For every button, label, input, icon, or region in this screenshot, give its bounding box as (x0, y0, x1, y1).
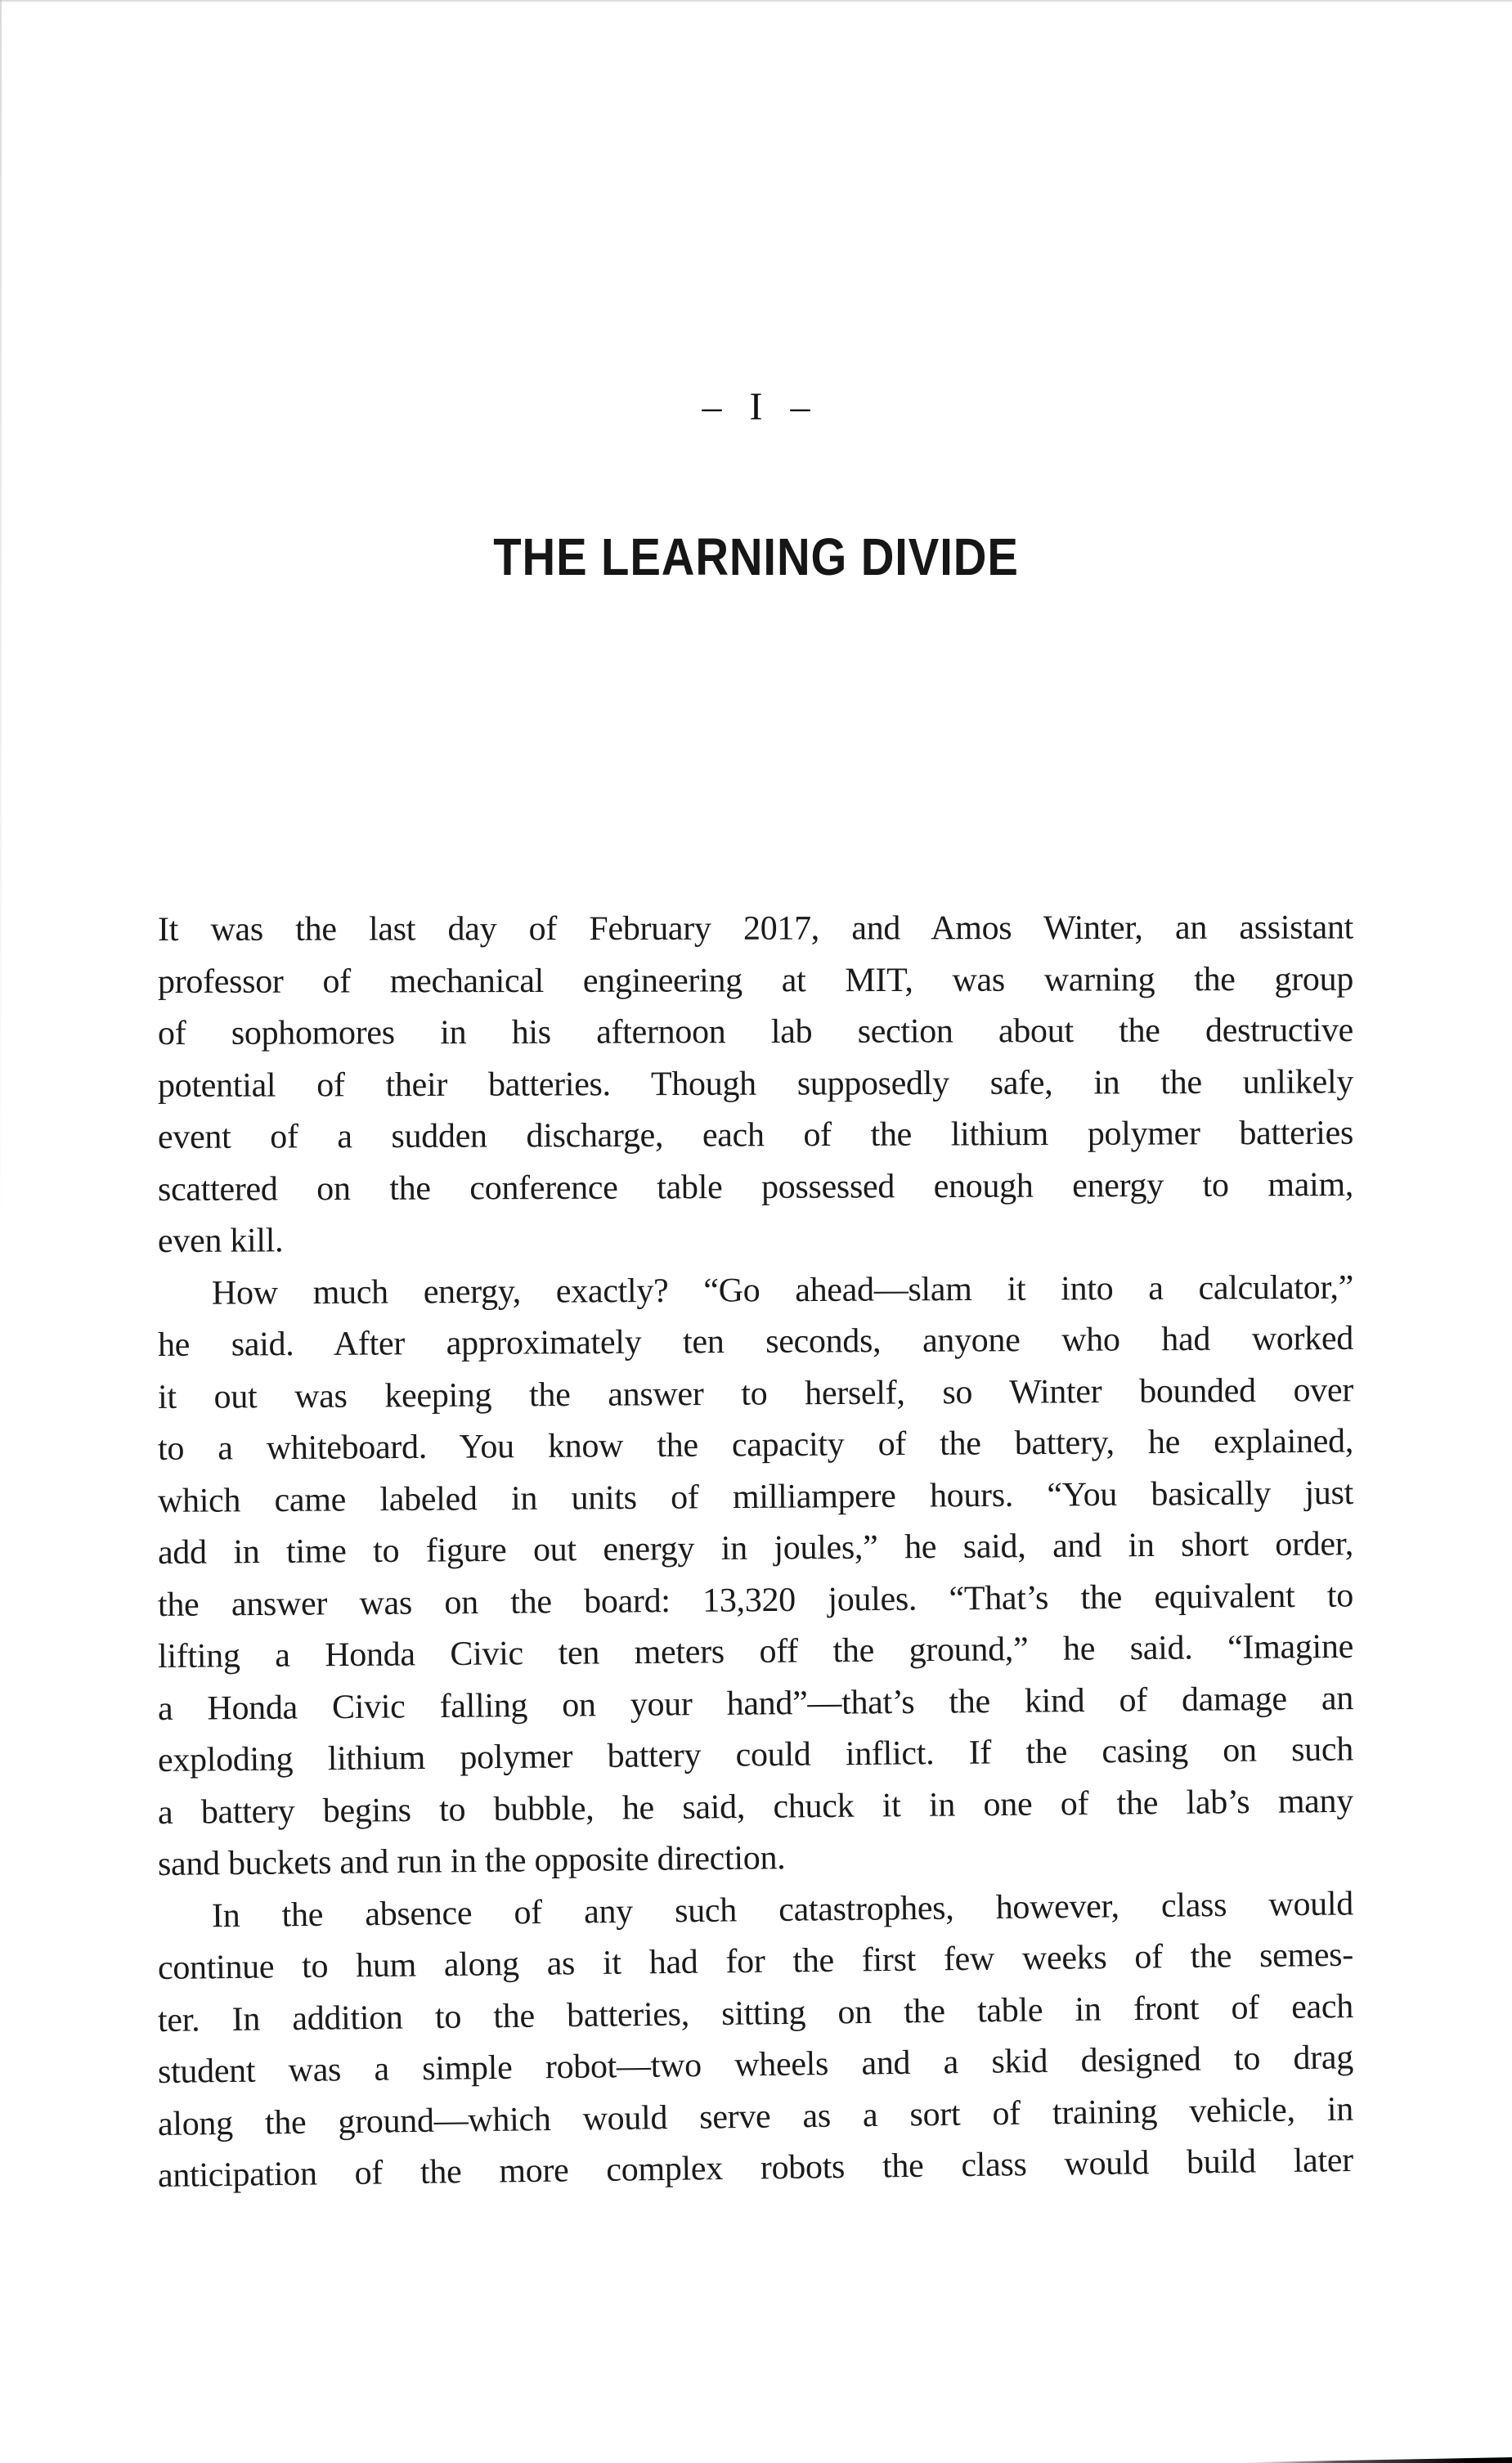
text-line: It was the last day of February 2017, and Amos Winter, an assistant (157, 908, 1354, 949)
text-line: exploding lithium polymer battery could inflict. If the casing on such (157, 1730, 1354, 1779)
text-line: he said. After approximately ten seconds, anyone who had worked (157, 1319, 1354, 1364)
text-line: to a whiteboard. You know the capacity of the battery, he explained, (157, 1422, 1354, 1468)
text-line: professor of mechanical engineering at MIT, was warning the group (157, 960, 1354, 1001)
scan-top-edge (0, 0, 1512, 2)
text-line: ter. In addition to the batteries, sitting on the table in front of each (157, 1987, 1354, 2039)
text-line: event of a sudden discharge, each of the lithium polymer batteries (157, 1114, 1354, 1156)
text-line: student was a simple robot—two wheels and a skid designed to drag (157, 2039, 1354, 2091)
text-line: along the ground—which would serve as a sort of training vehicle, in (157, 2090, 1354, 2143)
scan-left-edge (0, 0, 2, 1227)
text-line: potential of their batteries. Though supposedly safe, in the unlikely (157, 1062, 1354, 1105)
text-line: add in time to figure out energy in joules,” he said, and in short order, (157, 1525, 1354, 1572)
page-body-text (158, 904, 1353, 2203)
page-edge-shadow (1242, 2456, 1512, 2463)
text-line: of sophomores in his afternoon lab section about the destructive (157, 1012, 1354, 1052)
text-line: sand buckets and run in the opposite direction. (157, 1839, 786, 1883)
chapter-number: – I – (702, 385, 810, 428)
text-line: a Honda Civic falling on your hand”—that’s the kind of damage an (157, 1679, 1354, 1728)
text-line: a battery begins to bubble, he said, chuck it in one of the lab’s many (157, 1782, 1354, 1832)
text-line: How much energy, exactly? “Go ahead—slam it into a calculator,” (211, 1268, 1354, 1312)
chapter-title: THE LEARNING DIVIDE (493, 527, 1019, 586)
text-line: In the absence of any such catastrophes, however, class would (211, 1884, 1354, 1935)
text-line: scattered on the conference table possessed enough energy to maim, (157, 1165, 1354, 1209)
text-line: which came labeled in units of milliampere hours. “You basically just (157, 1474, 1354, 1520)
text-line: anticipation of the more complex robots the class would build later (157, 2141, 1354, 2195)
text-line: lifting a Honda Civic ten meters off the ground,” he said. “Imagine (157, 1627, 1354, 1676)
text-line: the answer was on the board: 13,320 joules. “That’s the equivalent to (157, 1576, 1354, 1624)
text-line: continue to hum along as it had for the first few weeks of the semes- (157, 1936, 1354, 1987)
text-line: it out was keeping the answer to herself, so Winter bounded over (157, 1371, 1354, 1416)
text-line: even kill. (157, 1222, 284, 1260)
